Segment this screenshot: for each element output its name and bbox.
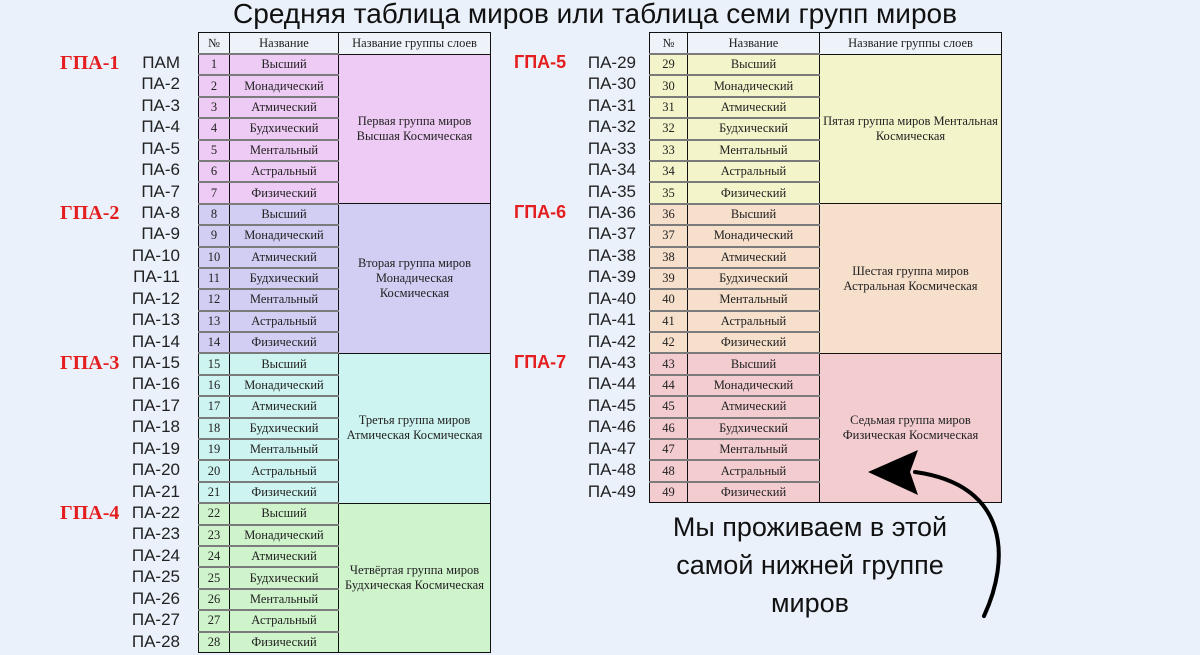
plane-label: ПА-34 [587,160,636,180]
row-number: 12 [199,289,230,310]
row-number: 29 [650,54,688,75]
annotation-text: Мы проживаем в этой самой нижней группе миров [672,512,948,618]
row-number: 28 [199,632,230,653]
plane-label: ПА-29 [587,53,636,72]
plane-label: ПА-48 [587,460,636,480]
layer-name: Будхический [230,418,339,439]
row-number: 42 [650,332,688,353]
layer-name: Астральный [230,610,339,631]
row-number: 38 [650,247,688,268]
plane-label: ПА-12 [131,288,180,308]
plane-label: ПА-49 [587,481,636,501]
layer-name: Высший [688,353,820,374]
group-name: Четвёртая группа миров Будхическая Космическая [339,503,491,652]
plane-label: ПА-37 [587,224,636,244]
layer-name: Высший [230,353,339,374]
plane-label: ПА-24 [131,545,180,565]
plane-label: ПА-7 [141,181,180,201]
row-number: 30 [650,75,688,96]
plane-label: ПА-28 [131,631,180,651]
row-number: 16 [199,375,230,396]
plane-label: ПА-26 [131,588,180,608]
plane-label: ПА-14 [131,331,180,351]
row-number: 2 [199,75,230,96]
group-label: ГПА-3 [60,352,120,375]
layer-name: Атмический [688,396,820,417]
plane-label: ПА-35 [587,181,636,201]
group-name: Первая группа миров Высшая Космическая [339,54,491,204]
layer-name: Атмический [230,396,339,417]
layer-name: Физический [688,332,820,353]
plane-label: ПА-45 [587,395,636,415]
layer-name: Ментальный [230,140,339,161]
row-number: 1 [199,54,230,75]
layer-name: Атмический [688,97,820,118]
header-name: Название [688,33,820,55]
group-name: Пятая группа миров Ментальная Космическая [820,54,1002,204]
row-number: 45 [650,396,688,417]
page-title: Средняя таблица миров или таблица семи групп миров [233,0,957,29]
layer-name: Ментальный [688,439,820,460]
layer-name: Физический [230,182,339,203]
group-name: Вторая группа миров Монадическая Космическая [339,204,491,354]
row-number: 19 [199,439,230,460]
row-number: 14 [199,332,230,353]
plane-label: ПА-32 [587,117,636,137]
group-label: ГПА-2 [60,202,120,224]
row-number: 26 [199,589,230,610]
layer-name: Ментальный [688,140,820,161]
plane-label: ПА-6 [141,160,180,180]
plane-label: ПА-25 [131,567,180,587]
header-num: № [199,33,230,55]
layer-name: Физический [688,482,820,503]
layer-name: Ментальный [688,289,820,310]
plane-label: ПА-27 [131,610,180,630]
row-number: 48 [650,460,688,481]
group-label: ГПА-6 [514,202,567,222]
layer-name: Будхический [230,567,339,588]
plane-label: ПА-4 [141,117,180,137]
row-number: 47 [650,439,688,460]
plane-label: ПА-38 [587,245,636,265]
layer-name: Будхический [688,118,820,139]
row-number: 40 [650,289,688,310]
row-number: 17 [199,396,230,417]
row-number: 9 [199,225,230,246]
group-name: Третья группа миров Атмическая Космическая [339,353,491,503]
row-number: 20 [199,460,230,481]
row-number: 34 [650,161,688,182]
plane-label: ПА-41 [587,310,636,330]
layer-name: Будхический [230,268,339,289]
layer-name: Высший [230,503,339,524]
group-name: Седьмая группа миров Физическая Космическая [820,353,1002,502]
row-number: 49 [650,482,688,503]
plane-label: ПА-20 [131,460,180,480]
row-number: 10 [199,247,230,268]
plane-label: ПА-17 [131,395,180,415]
layer-name: Монадический [230,525,339,546]
group-name: Шестая группа миров Астральная Космическая [820,204,1002,354]
plane-label: ПА-10 [131,245,180,265]
row-number: 6 [199,161,230,182]
plane-label: ПА-15 [131,353,180,373]
plane-label: ПА-30 [587,74,636,94]
header-group: Название группы слоев [820,33,1002,55]
layer-name: Будхический [688,268,820,289]
row-number: 3 [199,97,230,118]
plane-label: ПА-39 [587,267,636,287]
row-number: 13 [199,311,230,332]
plane-label: ПА-9 [141,224,180,244]
plane-label: ПА-36 [587,203,636,222]
plane-label: ПА-11 [133,267,180,287]
plane-label: ПА-2 [141,74,180,94]
plane-label: ПА-18 [131,417,180,437]
row-number: 25 [199,567,230,588]
layer-name: Высший [688,54,820,75]
row-number: 18 [199,418,230,439]
layer-name: Будхический [230,118,339,139]
plane-label: ПА-31 [587,95,636,115]
layer-name: Высший [230,204,339,225]
group-label: ГПА-1 [60,52,120,74]
plane-label: ПА-47 [587,438,636,458]
layer-name: Атмический [230,247,339,268]
layer-name: Астральный [230,460,339,481]
row-number: 36 [650,204,688,225]
layer-name: Физический [230,482,339,503]
layer-name: Астральный [230,161,339,182]
row-number: 27 [199,610,230,631]
header-name: Название [230,33,339,55]
plane-label: ПА-44 [587,374,636,394]
row-number: 8 [199,204,230,225]
layer-name: Высший [688,204,820,225]
plane-label: ПА-5 [141,138,180,158]
group-label: ГПА-4 [60,502,120,525]
layer-name: Монадический [230,225,339,246]
group-label: ГПА-7 [514,352,567,373]
layer-name: Астральный [688,311,820,332]
row-number: 41 [650,311,688,332]
plane-label: ПА-42 [587,331,636,351]
plane-label: ПА-46 [587,417,636,437]
row-number: 44 [650,375,688,396]
row-number: 46 [650,418,688,439]
row-number: 23 [199,525,230,546]
row-number: 32 [650,118,688,139]
row-number: 37 [650,225,688,246]
layer-name: Атмический [230,97,339,118]
layer-name: Монадический [230,375,339,396]
layer-name: Монадический [688,75,820,96]
layer-name: Физический [230,632,339,653]
header-group: Название группы слоев [339,33,491,55]
row-number: 31 [650,97,688,118]
layer-name: Физический [230,332,339,353]
group-label: ГПА-5 [514,52,567,72]
layer-name: Ментальный [230,439,339,460]
plane-label: ПА-33 [587,138,636,158]
layer-name: Будхический [688,418,820,439]
layer-name: Астральный [688,161,820,182]
layer-name: Астральный [230,311,339,332]
plane-label: ПА-19 [131,438,180,458]
layer-name: Атмический [230,546,339,567]
row-number: 11 [199,268,230,289]
row-number: 4 [199,118,230,139]
plane-label: ПА-21 [131,481,180,501]
layer-name: Ментальный [230,589,339,610]
row-number: 5 [199,140,230,161]
header-num: № [650,33,688,55]
row-number: 43 [650,353,688,374]
plane-label: ПА-16 [131,374,180,394]
layer-name: Монадический [230,75,339,96]
row-number: 35 [650,182,688,203]
plane-label: ПА-23 [131,524,180,544]
layer-name: Астральный [688,460,820,481]
row-number: 33 [650,140,688,161]
row-number: 15 [199,353,230,374]
row-number: 22 [199,503,230,524]
layer-name: Физический [688,182,820,203]
plane-label: ПА-3 [141,95,180,115]
plane-label: ПА-8 [141,203,180,222]
plane-label: ПА-13 [131,310,180,330]
layer-name: Атмический [688,247,820,268]
row-number: 24 [199,546,230,567]
layer-name: Монадический [688,375,820,396]
row-number: 7 [199,182,230,203]
layer-name: Ментальный [230,289,339,310]
plane-label: ПА-22 [131,503,180,523]
plane-label: ПА-43 [587,353,636,373]
row-number: 21 [199,482,230,503]
plane-label: ПА-40 [587,288,636,308]
layer-name: Монадический [688,225,820,246]
row-number: 39 [650,268,688,289]
layer-name: Высший [230,54,339,75]
plane-label: ПАМ [142,53,180,72]
